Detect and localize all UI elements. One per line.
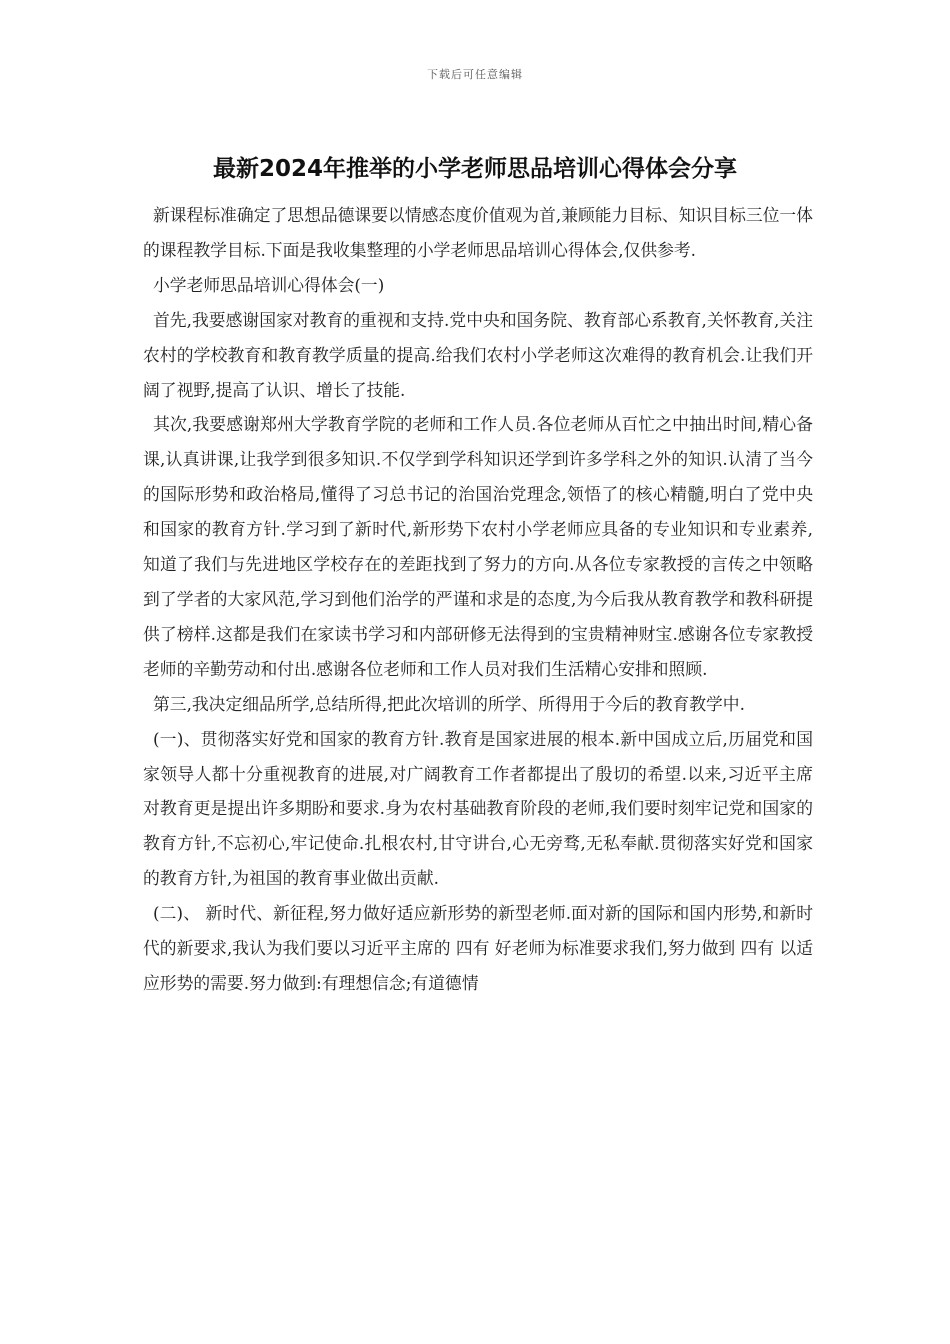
body-paragraph: 其次,我要感谢郑州大学教育学院的老师和工作人员.各位老师从百忙之中抽出时间,精心备课,认真讲课,让我学到很多知识.不仅学到学科知识还学到许多学科之外的知识.认清了当今的国际形势和政治格局,懂得了习总书记的治国治党理念,领悟了的核心精髓,明白了党中央和国家的教育方针.学习到了新时代,新形势下农村小学老师应具备的专业知识和专业素养,知道了我们与先进地区学校存在的差距找到了努力的方向.从各位专家教授的言传之中领略到了学者的大家风范,学习到他们治学的严谨和求是的态度,为今后我从教育教学和教科研提供了榜样.这都是我们在家读书学习和内部研修无法得到的宝贵精神财宝.感谢各位专家教授老师的辛勤劳动和付出.感谢各位老师和工作人员对我们生活精心安排和照顾. bbox=[143, 414, 813, 679]
header-note: 下载后可任意编辑 bbox=[427, 68, 523, 81]
body-paragraph: (一)、贯彻落实好党和国家的教育方针.教育是国家进展的根本.新中国成立后,历届党和国家领导人都十分重视教育的进展,对广阔教育工作者都提出了殷切的希望.以来,习近平主席对教育更是提出许多期盼和要求.身为农村基础教育阶段的老师,我们要时刻牢记党和国家的教育方针,不忘初心,牢记使命.扎根农村,甘守讲台,心无旁骛,无私奉献.贯彻落实好党和国家的教育方针,为祖国的教育事业做出贡献. bbox=[143, 728, 813, 889]
body-paragraph: (二)、 新时代、新征程,努力做好适应新形势的新型老师.面对新的国际和国内形势,和新时代的新要求,我认为我们要以习近平主席的 四有 好老师为标准要求我们,努力做到 四有 以适应形势的需要.努力做到:有理想信念;有道德情 bbox=[143, 903, 813, 993]
body-paragraph: 首先,我要感谢国家对教育的重视和支持.党中央和国务院、教育部心系教育,关怀教育,关注农村的学校教育和教育教学质量的提高.给我们农村小学老师这次难得的教育机会.让我们开阔了视野,提高了认识、增长了技能. bbox=[143, 309, 813, 400]
document-body bbox=[143, 198, 813, 1001]
body-paragraph: 第三,我决定细品所学,总结所得,把此次培训的所学、所得用于今后的教育教学中. bbox=[153, 693, 745, 714]
intro-paragraph: 新课程标准确定了思想品德课要以情感态度价值观为首,兼顾能力目标、知识目标三位一体的课程教学目标.下面是我收集整理的小学老师思品培训心得体会,仅供参考. bbox=[143, 205, 813, 260]
section-heading: 小学老师思品培训心得体会(一) bbox=[153, 274, 385, 295]
document-title: 最新2024年推举的小学老师思品培训心得体会分享 bbox=[212, 156, 737, 182]
